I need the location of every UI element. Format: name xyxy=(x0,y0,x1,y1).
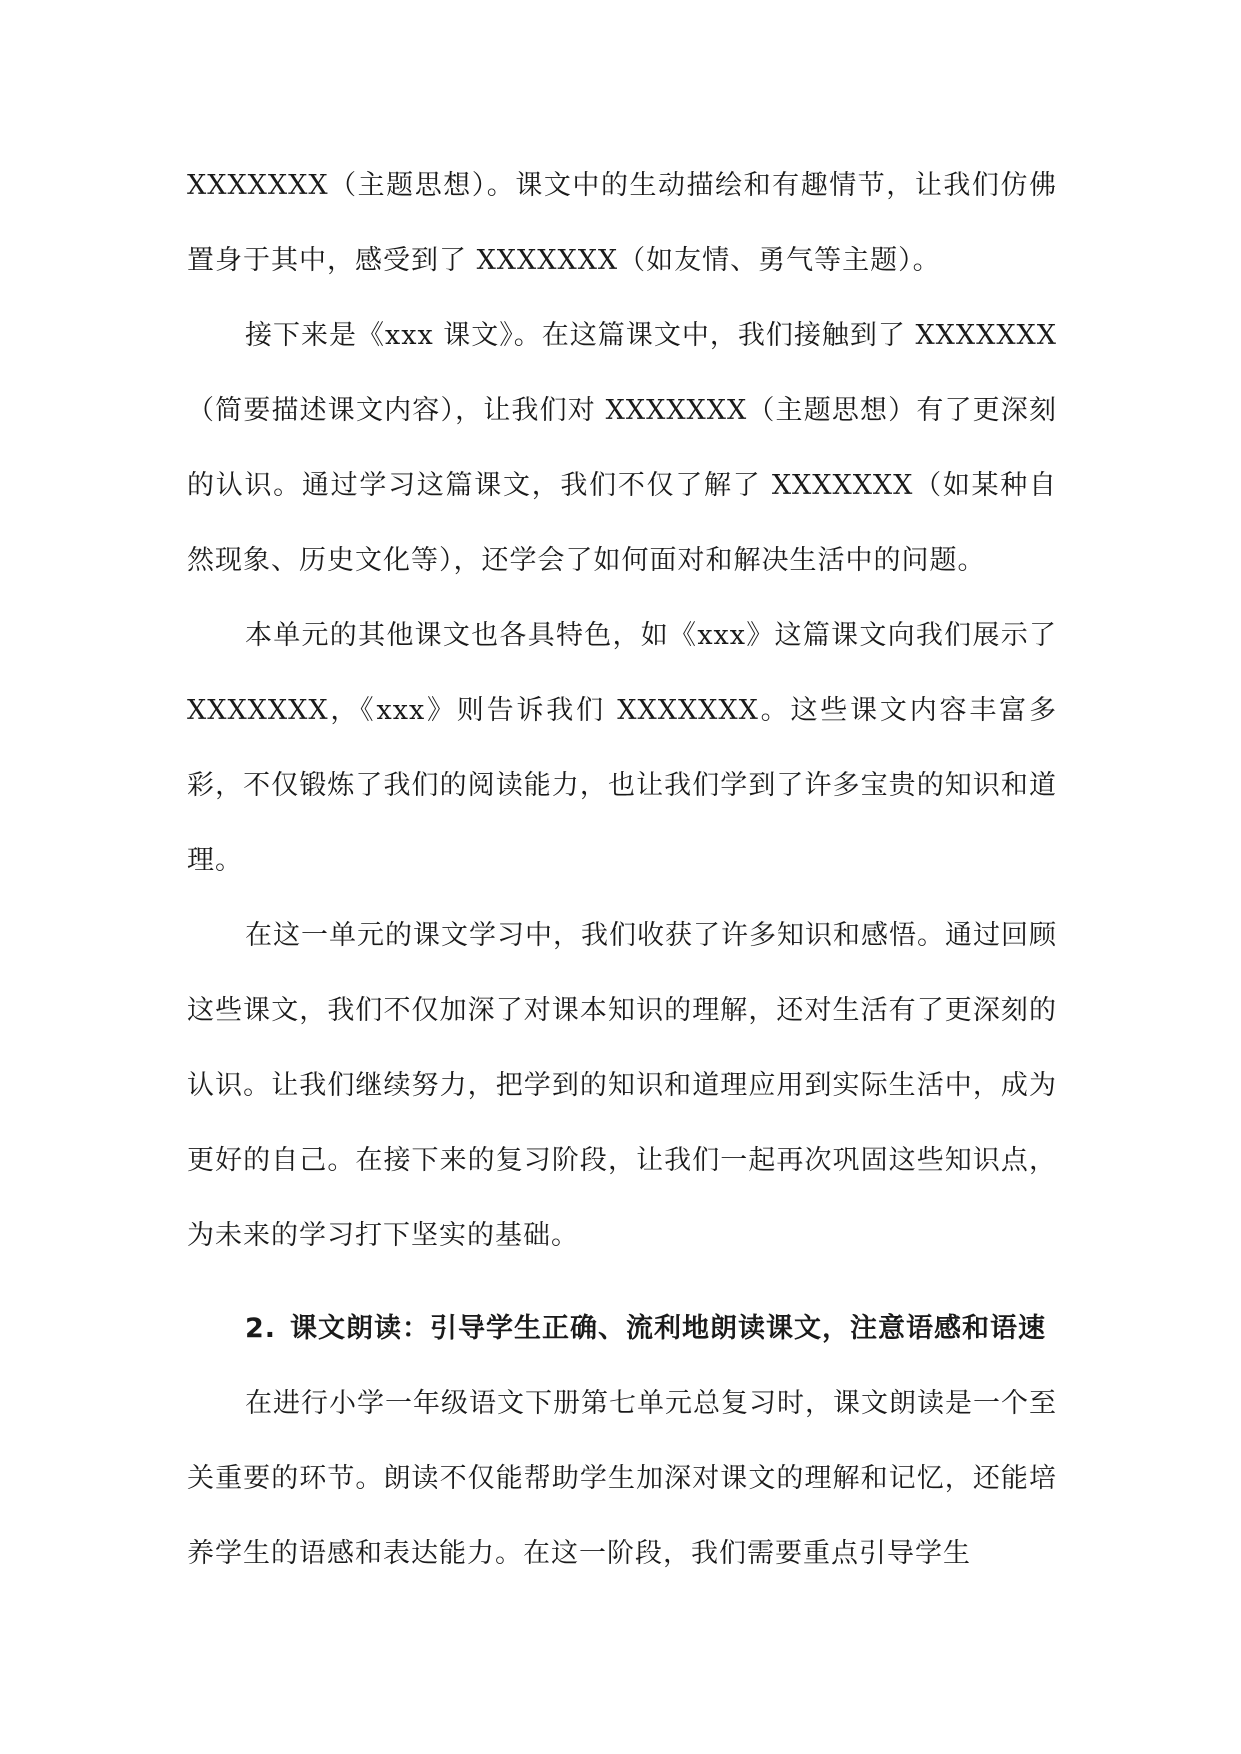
document-body xyxy=(187,148,1057,1591)
section-title: 课文朗读：引导学生正确、流利地朗读课文，注意语感和语速 xyxy=(290,1313,1047,1344)
paragraph-other-lessons: 本单元的其他课文也各具特色，如《xxx》这篇课文向我们展示了 XXXXXXX，《xxx》则告诉我们 XXXXXXX。这些课文内容丰富多彩，不仅锻炼了我们的阅读能力，也让我们学到了许多宝贵的知识和道理。 xyxy=(187,620,1057,876)
paragraph-reading-intro: 在进行小学一年级语文下册第七单元总复习时，课文朗读是一个至关重要的环节。朗读不仅能帮助学生加深对课文的理解和记忆，还能培养学生的语感和表达能力。在这一阶段，我们需要重点引导学生 xyxy=(187,1388,1057,1569)
paragraph-continuation: XXXXXXX（主题思想）。课文中的生动描绘和有趣情节，让我们仿佛置身于其中，感受到了 XXXXXXX（如友情、勇气等主题）。 xyxy=(187,170,1057,276)
section-number: 2. xyxy=(245,1313,277,1344)
paragraph-summary: 在这一单元的课文学习中，我们收获了许多知识和感悟。通过回顾这些课文，我们不仅加深了对课本知识的理解，还对生活有了更深刻的认识。让我们继续努力，把学到的知识和道理应用到实际生活中，成为更好的自己。在接下来的复习阶段，让我们一起再次巩固这些知识点，为未来的学习打下坚实的基础。 xyxy=(187,920,1057,1251)
paragraph-second-lesson: 接下来是《xxx 课文》。在这篇课文中，我们接触到了 XXXXXXX（简要描述课文内容），让我们对 XXXXXXX（主题思想）有了更深刻的认识。通过学习这篇课文，我们不仅了解了 XXXXXXX（如某种自然现象、历史文化等），还学会了如何面对和解决生活中的问题。 xyxy=(187,320,1057,576)
section-heading xyxy=(187,1291,1057,1366)
